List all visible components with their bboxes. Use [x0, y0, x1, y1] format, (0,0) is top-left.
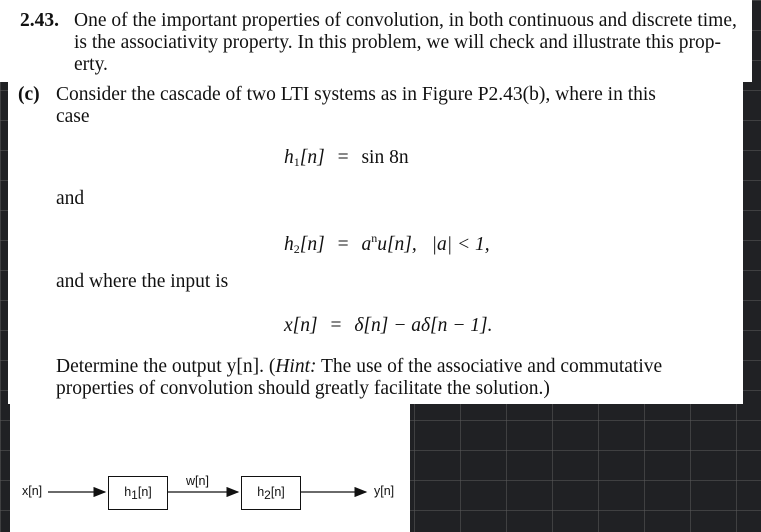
intro-line-1: One of the important properties of convolution, in both continuous and discrete time, [74, 10, 737, 31]
part-c-line-2: case [56, 106, 90, 127]
determine-line-2: properties of convolution should greatly facilitate the solution.) [56, 378, 550, 399]
part-c-line-1: Consider the cascade of two LTI systems as in Figure P2.43(b), where in this [56, 84, 656, 105]
problem-intro-panel [0, 0, 752, 82]
h1-block: $h_1[n]$ [108, 476, 168, 510]
input-label: x[n] [22, 484, 43, 498]
part-c-label: (c) [18, 84, 40, 105]
determine-line-1: Determine the output y[n]. (Hint: The use of the associative and commutative [56, 356, 663, 377]
problem-number: 2.43. [20, 10, 59, 31]
part-c-panel [8, 82, 743, 404]
intro-line-2: is the associativity property. In this problem, we will check and illustrate this prop- [74, 32, 721, 53]
diagram-wires [10, 404, 410, 532]
intro-line-3: erty. [74, 54, 108, 75]
input-intro-text: and where the input is [56, 271, 229, 292]
equation-h1: $h_1[n] = \sin 8n$ [284, 147, 409, 169]
equation-h2: $h_2[n] = a^nu[n]$, |a| < 1, [284, 231, 490, 256]
output-label: y[n] [374, 484, 395, 498]
middle-label: w[n] [186, 474, 209, 488]
h2-block: $h_2[n]$ [241, 476, 301, 510]
and-text: and [56, 188, 85, 209]
block-diagram [10, 404, 410, 532]
equation-input: x[n] = δ[n] − aδ[n − 1]. [284, 315, 493, 336]
